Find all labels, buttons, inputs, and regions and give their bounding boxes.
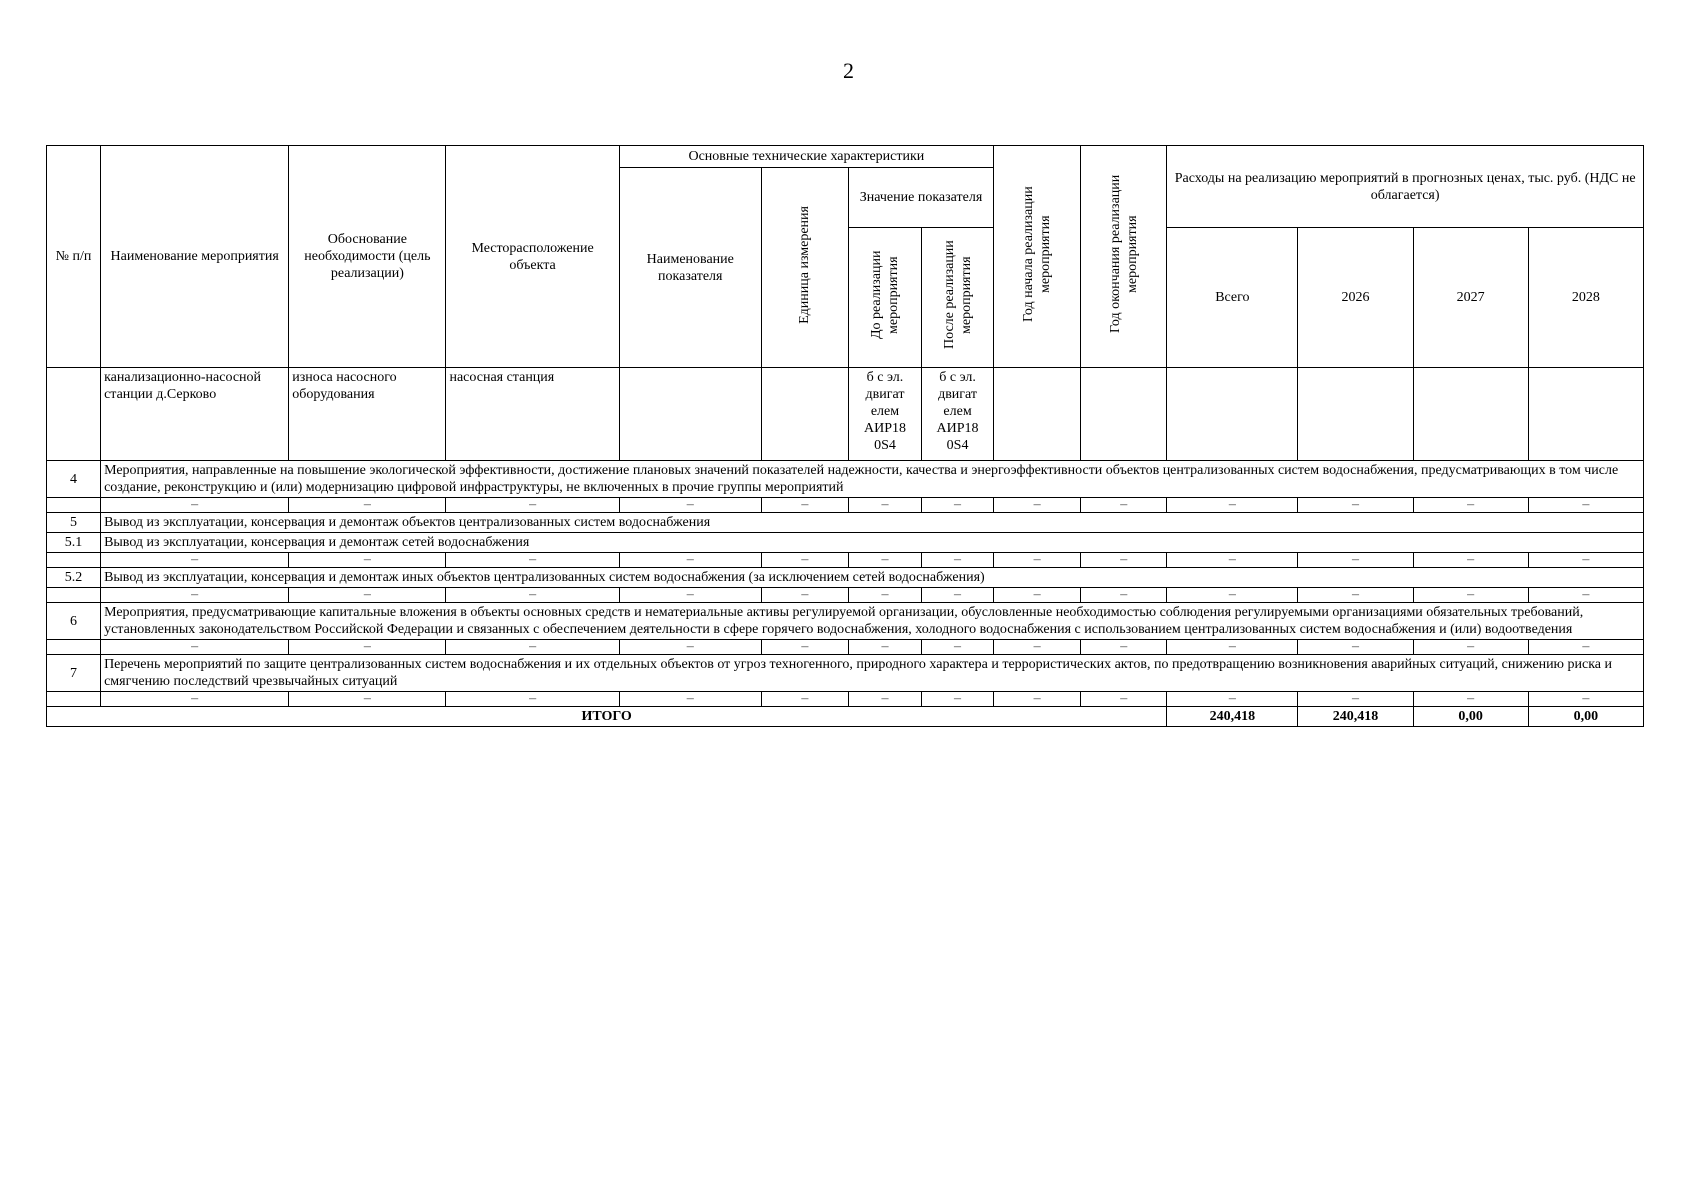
row-justification: износа насосного оборудования: [289, 368, 446, 461]
totals-label: ИТОГО: [47, 707, 1167, 727]
section-num: 5.1: [47, 533, 101, 553]
totals-2027: 0,00: [1413, 707, 1528, 727]
investment-plan-table: [46, 145, 1644, 727]
dash-cell: –: [1413, 692, 1528, 707]
dash-cell: –: [761, 588, 848, 603]
dash-row: [47, 692, 1644, 707]
section-num: 5: [47, 513, 101, 533]
dash-cell: –: [1081, 553, 1167, 568]
dash-cell: –: [922, 692, 994, 707]
row-event-name: канализационно-насосной станции д.Серково: [101, 368, 289, 461]
section-text: Перечень мероприятий по защите централизованных систем водоснабжения и их отдельных объектов от угроз техногенного, природного характера и террористических актов, по предотвращению возникновения аварийных ситуаций, снижению риска и смягчению последствий чрезвычайных ситуаций: [101, 655, 1644, 692]
header-before: До реализации мероприятия: [848, 228, 921, 368]
dash-cell: –: [446, 498, 619, 513]
dash-cell: –: [1167, 692, 1298, 707]
dash-cell: –: [1167, 640, 1298, 655]
dash-cell: –: [1298, 692, 1413, 707]
dash-cell: –: [848, 553, 921, 568]
dash-cell: –: [1081, 640, 1167, 655]
dash-cell: –: [1081, 588, 1167, 603]
header-2026: 2026: [1298, 228, 1413, 368]
dash-cell: –: [289, 553, 446, 568]
dash-cell: –: [761, 692, 848, 707]
dash-cell: –: [1298, 588, 1413, 603]
dash-cell: –: [1167, 498, 1298, 513]
dash-cell: –: [446, 640, 619, 655]
header-indicator-value: Значение показателя: [848, 168, 993, 228]
dash-cell: –: [101, 498, 289, 513]
dash-cell: –: [619, 692, 761, 707]
section-num: 4: [47, 461, 101, 498]
dash-cell: –: [994, 498, 1081, 513]
dash-row: [47, 588, 1644, 603]
dash-cell: –: [619, 640, 761, 655]
section-num: 7: [47, 655, 101, 692]
header-total: Всего: [1167, 228, 1298, 368]
dash-cell: –: [446, 588, 619, 603]
dash-cell: –: [619, 498, 761, 513]
dash-cell: –: [848, 692, 921, 707]
dash-cell: –: [994, 692, 1081, 707]
dash-cell: –: [848, 640, 921, 655]
dash-cell: –: [289, 498, 446, 513]
dash-cell: –: [922, 553, 994, 568]
header-tech-group: Основные технические характеристики: [619, 146, 993, 168]
dash-cell: –: [761, 640, 848, 655]
dash-cell: –: [1528, 692, 1643, 707]
dash-cell: –: [619, 588, 761, 603]
header-costs: Расходы на реализацию мероприятий в прогнозных ценах, тыс. руб. (НДС не облагается): [1167, 146, 1644, 228]
section-row: [47, 533, 1644, 553]
header-unit: Единица измерения: [761, 168, 848, 368]
totals-2028: 0,00: [1528, 707, 1643, 727]
dash-cell: –: [922, 498, 994, 513]
section-row: [47, 568, 1644, 588]
dash-cell: –: [1081, 498, 1167, 513]
section-row: [47, 513, 1644, 533]
header-location: Месторасположение объекта: [446, 146, 619, 368]
dash-cell: –: [1167, 588, 1298, 603]
section-text: Вывод из эксплуатации, консервация и демонтаж сетей водоснабжения: [101, 533, 1644, 553]
header-2027: 2027: [1413, 228, 1528, 368]
header-event-name: Наименование мероприятия: [101, 146, 289, 368]
header-end-year: Год окончания реализации мероприятия: [1081, 146, 1167, 368]
dash-cell: –: [848, 498, 921, 513]
dash-cell: –: [848, 588, 921, 603]
table-body: [47, 368, 1644, 727]
dash-cell: –: [446, 692, 619, 707]
header-start-year: Год начала реализации мероприятия: [994, 146, 1081, 368]
dash-cell: –: [1528, 640, 1643, 655]
header-justification: Обоснование необходимости (цель реализации): [289, 146, 446, 368]
dash-cell: –: [1298, 498, 1413, 513]
section-text: Мероприятия, предусматривающие капитальные вложения в объекты основных средств и нематериальные активы регулируемой организации, обусловленные необходимостью соблюдения регулируемыми организациями обязательных требований, установленных законодательством Российской Федерации и связанных с обеспечением деятельности в сфере горячего водоснабжения, холодного водоснабжения с использованием централизованных систем водоснабжения и (или) водоотведения: [101, 603, 1644, 640]
dash-cell: –: [289, 588, 446, 603]
dash-cell: –: [619, 553, 761, 568]
table-header: [47, 146, 1644, 368]
section-num: 5.2: [47, 568, 101, 588]
dash-cell: –: [761, 498, 848, 513]
dash-cell: –: [289, 692, 446, 707]
dash-cell: –: [1413, 640, 1528, 655]
dash-cell: –: [1081, 692, 1167, 707]
table-row: [47, 368, 1644, 461]
dash-cell: –: [994, 588, 1081, 603]
dash-cell: –: [1413, 553, 1528, 568]
row-after: б с эл. двигат елем АИР18 0S4: [922, 368, 994, 461]
dash-row: [47, 553, 1644, 568]
totals-row: [47, 707, 1644, 727]
dash-cell: –: [1528, 498, 1643, 513]
row-before: б с эл. двигат елем АИР18 0S4: [848, 368, 921, 461]
dash-cell: –: [289, 640, 446, 655]
dash-cell: –: [1528, 553, 1643, 568]
section-row: [47, 603, 1644, 640]
section-row: [47, 655, 1644, 692]
dash-cell: –: [994, 553, 1081, 568]
section-text: Вывод из эксплуатации, консервация и демонтаж объектов централизованных систем водоснабжения: [101, 513, 1644, 533]
dash-cell: –: [994, 640, 1081, 655]
dash-cell: –: [101, 553, 289, 568]
dash-row: [47, 640, 1644, 655]
dash-cell: –: [101, 692, 289, 707]
header-num: № п/п: [47, 146, 101, 368]
section-num: 6: [47, 603, 101, 640]
dash-cell: –: [761, 553, 848, 568]
totals-2026: 240,418: [1298, 707, 1413, 727]
row-location: насосная станция: [446, 368, 619, 461]
dash-cell: –: [922, 588, 994, 603]
section-text: Мероприятия, направленные на повышение экологической эффективности, достижение плановых значений показателей надежности, качества и энергоэффективности объектов централизованных систем водоснабжения, предусматривающих в том числе создание, реконструкцию и (или) модернизацию цифровой инфраструктуры, не включенных в прочие группы мероприятий: [101, 461, 1644, 498]
dash-row: [47, 498, 1644, 513]
page-number: 2: [843, 58, 854, 83]
dash-cell: –: [1167, 553, 1298, 568]
dash-cell: –: [1528, 588, 1643, 603]
section-row: [47, 461, 1644, 498]
totals-total: 240,418: [1167, 707, 1298, 727]
dash-cell: –: [1298, 640, 1413, 655]
dash-cell: –: [446, 553, 619, 568]
dash-cell: –: [101, 588, 289, 603]
dash-cell: –: [1298, 553, 1413, 568]
dash-cell: –: [1413, 588, 1528, 603]
header-after: После реализации мероприятия: [922, 228, 994, 368]
header-indicator-name: Наименование показателя: [619, 168, 761, 368]
header-2028: 2028: [1528, 228, 1643, 368]
section-text: Вывод из эксплуатации, консервация и демонтаж иных объектов централизованных систем водоснабжения (за исключением сетей водоснабжения): [101, 568, 1644, 588]
dash-cell: –: [101, 640, 289, 655]
dash-cell: –: [922, 640, 994, 655]
dash-cell: –: [1413, 498, 1528, 513]
